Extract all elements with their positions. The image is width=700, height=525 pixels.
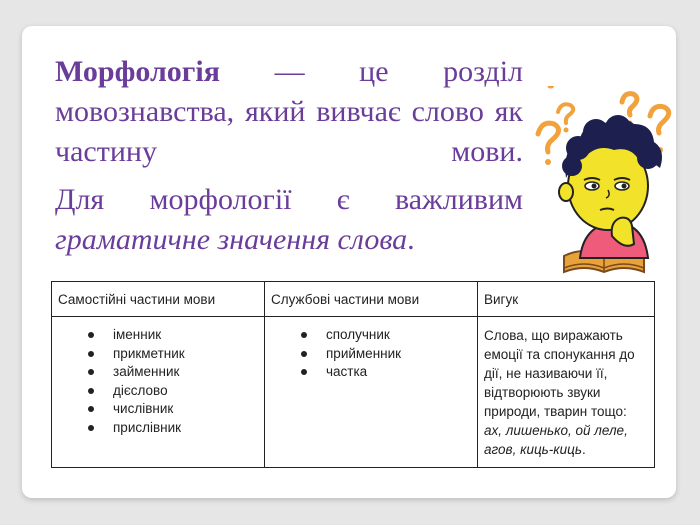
independent-list [58,326,258,437]
table-row [52,317,655,468]
list-item: іменник [113,326,258,345]
list-item: прислівник [113,419,258,438]
importance-end: . [407,223,415,256]
list-item: частка [326,363,471,382]
auxiliary-cell [265,317,478,468]
list-item: числівник [113,400,258,419]
list-item: прийменник [326,345,471,364]
header-interjection: Вигук [478,282,655,317]
importance-paragraph [55,180,523,260]
importance-lead: Для морфології є важливим [55,183,523,216]
list-item: дієслово [113,382,258,401]
header-independent: Самостійні частини мови [52,282,265,317]
parts-of-speech-table [51,281,655,468]
grammatical-meaning-term: граматичне значення слова [55,223,408,256]
header-auxiliary: Службові частини мови [265,282,478,317]
interjection-description: Слова, що виражають емоції та спонукання до дії, не називаючи її, відтворюють звуки природи, тварин тощо: [484,328,635,419]
interjection-end: . [581,442,586,457]
table-header-row [52,282,655,317]
list-item: сполучник [326,326,471,345]
thinking-student-illustration [528,86,678,282]
definition-paragraph [55,52,523,172]
list-item: прикметник [113,345,258,364]
auxiliary-list [271,326,471,382]
term-morphology: Морфологія [55,55,220,88]
independent-cell [52,317,265,468]
list-item: займенник [113,363,258,382]
interjection-examples: ах, лишенько, ой леле, агов, киць-киць [484,423,628,457]
interjection-cell [478,317,655,468]
definition-text: — це розділ мовознавства, який вивчає слово як частину мови. [55,55,523,168]
